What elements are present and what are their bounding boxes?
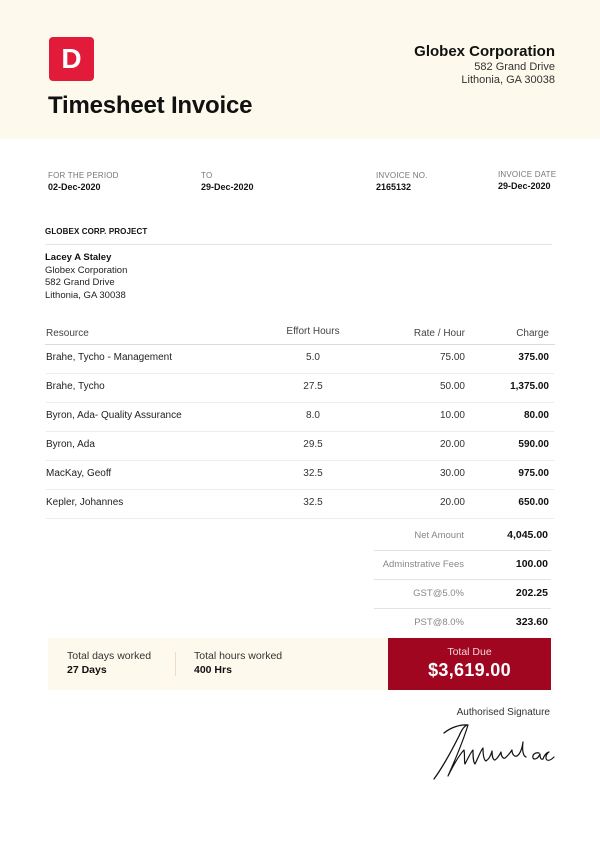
period-from-value: 02-Dec-2020	[48, 182, 101, 192]
table-row	[45, 490, 555, 519]
total-days	[67, 650, 151, 677]
column-header-charge: Charge	[516, 328, 549, 339]
total-due-value: $3,619.00	[428, 660, 511, 680]
totals-divider	[175, 652, 176, 676]
invoice-date	[498, 169, 556, 192]
table-row	[45, 461, 555, 490]
invoice-number	[376, 170, 428, 193]
project-title: GLOBEX CORP. PROJECT	[45, 227, 148, 236]
summary-label: GST@5.0%	[413, 588, 464, 599]
total-hours-label: Total hours worked	[194, 650, 283, 662]
invoice-date-label: INVOICE DATE	[498, 170, 557, 179]
period-to-value: 29-Dec-2020	[201, 182, 254, 192]
client-name: Lacey A Staley	[45, 252, 112, 263]
row-rate: 50.00	[439, 381, 465, 392]
row-resource: MacKay, Geoff	[46, 468, 112, 479]
row-charge: 80.00	[523, 410, 549, 421]
totals-bar	[48, 638, 388, 690]
table-row	[45, 432, 555, 461]
total-due-label: Total Due	[447, 646, 492, 658]
timesheet-table	[45, 322, 555, 519]
row-hours: 32.5	[303, 468, 323, 479]
row-rate: 30.00	[439, 468, 465, 479]
row-hours: 27.5	[303, 381, 323, 392]
row-hours: 5.0	[306, 352, 320, 363]
table-row	[45, 403, 555, 432]
invoice-number-label: INVOICE NO.	[376, 171, 428, 180]
issuer-name: Globex Corporation	[414, 43, 555, 60]
issuer-company	[414, 43, 555, 87]
row-resource: Brahe, Tycho	[46, 381, 105, 392]
summary-row-admin-fees	[374, 551, 551, 580]
project-divider	[45, 244, 552, 245]
row-rate: 20.00	[439, 497, 465, 508]
total-days-value: 27 Days	[67, 664, 107, 676]
period-to-label: TO	[201, 171, 213, 180]
signature-label: Authorised Signature	[456, 707, 550, 718]
summary-value: 202.25	[515, 587, 548, 599]
row-rate: 10.00	[439, 410, 465, 421]
total-hours-value: 400 Hrs	[194, 664, 232, 676]
column-header-resource: Resource	[46, 328, 89, 339]
table-header-row	[45, 322, 555, 345]
summary-row-gst	[374, 580, 551, 609]
row-divider	[46, 518, 554, 519]
issuer-address-line1: 582 Grand Drive	[474, 61, 555, 73]
client-company: Globex Corporation	[45, 264, 128, 276]
total-due-box	[388, 638, 551, 690]
row-charge: 590.00	[518, 439, 549, 450]
client-address-line2: Lithonia, GA 30038	[45, 289, 126, 301]
summary-value: 323.60	[515, 616, 548, 628]
row-hours: 32.5	[303, 497, 323, 508]
total-hours	[194, 650, 282, 677]
summary-label: Adminstrative Fees	[382, 559, 464, 570]
row-resource: Kepler, Johannes	[46, 497, 124, 508]
issuer-address-line2: Lithonia, GA 30038	[461, 74, 555, 86]
period-from	[48, 170, 119, 193]
row-resource: Byron, Ada	[46, 439, 95, 450]
summary-row-pst	[374, 609, 551, 638]
summary-row-net-amount	[374, 522, 551, 551]
company-logo	[49, 37, 94, 81]
row-charge: 975.00	[518, 468, 549, 479]
row-rate: 75.00	[439, 352, 465, 363]
invoice-number-value: 2165132	[376, 182, 412, 192]
row-resource: Byron, Ada- Quality Assurance	[46, 410, 182, 421]
row-rate: 20.00	[439, 439, 465, 450]
summary-value: 100.00	[515, 558, 548, 570]
period-to	[201, 170, 254, 193]
row-hours: 29.5	[303, 439, 323, 450]
row-charge: 1,375.00	[510, 381, 549, 392]
document-title: Timesheet Invoice	[48, 92, 253, 119]
row-charge: 650.00	[518, 497, 549, 508]
invoice-date-value: 29-Dec-2020	[498, 181, 551, 191]
row-resource: Brahe, Tycho - Management	[46, 352, 172, 363]
client-address-line1: 582 Grand Drive	[45, 277, 115, 288]
total-days-label: Total days worked	[67, 650, 152, 662]
table-row	[45, 374, 555, 403]
invoice-header	[0, 0, 600, 139]
row-hours: 8.0	[306, 410, 320, 421]
summary-label: PST@8.0%	[414, 617, 464, 628]
logo-letter: D	[61, 43, 82, 74]
column-header-rate: Rate / Hour	[413, 328, 465, 339]
table-row	[45, 345, 555, 374]
bill-to-block	[45, 252, 127, 302]
summary-value: 4,045.00	[507, 529, 548, 541]
period-from-label: FOR THE PERIOD	[48, 171, 119, 180]
summary-block	[374, 522, 551, 638]
signature-image	[428, 720, 558, 785]
column-header-hours: Effort Hours	[286, 326, 340, 337]
summary-label: Net Amount	[414, 530, 464, 541]
row-charge: 375.00	[518, 352, 549, 363]
